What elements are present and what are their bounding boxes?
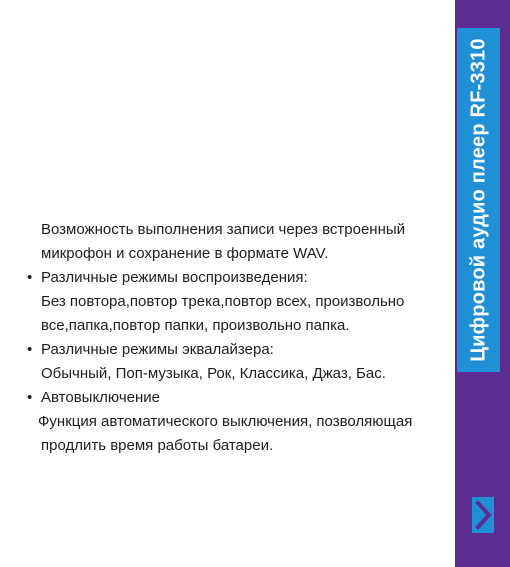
feature-text-line: Без повтора,повтор трека,повтор всех, произвольно: [41, 293, 405, 310]
feature-text-line: продлить время работы батареи.: [41, 437, 274, 454]
next-page-button[interactable]: [472, 497, 494, 533]
feature-text-line: Обычный, Поп-музыка, Рок, Классика, Джаз, Бас.: [41, 365, 386, 382]
bullet: •: [27, 269, 33, 286]
feature-heading: Различные режимы эквалайзера:: [41, 341, 274, 358]
feature-heading: Различные режимы воспроизведения:: [41, 269, 308, 286]
feature-text-line: микрофон и сохранение в формате WAV.: [41, 245, 329, 262]
title-panel: [457, 28, 500, 372]
bullet: •: [27, 389, 33, 406]
feature-heading: Автовыключение: [41, 389, 161, 406]
vertical-title: Цифровой аудио плеер RF-3310: [467, 38, 489, 362]
bullet: •: [27, 341, 33, 358]
feature-text-line: Возможность выполнения записи через встроенный: [41, 221, 406, 238]
feature-text-line: все,папка,повтор папки, произвольно папка.: [41, 317, 350, 334]
chevron-right-icon: [472, 497, 494, 533]
feature-text-line: Функция автоматического выключения, позволяющая: [38, 413, 413, 430]
